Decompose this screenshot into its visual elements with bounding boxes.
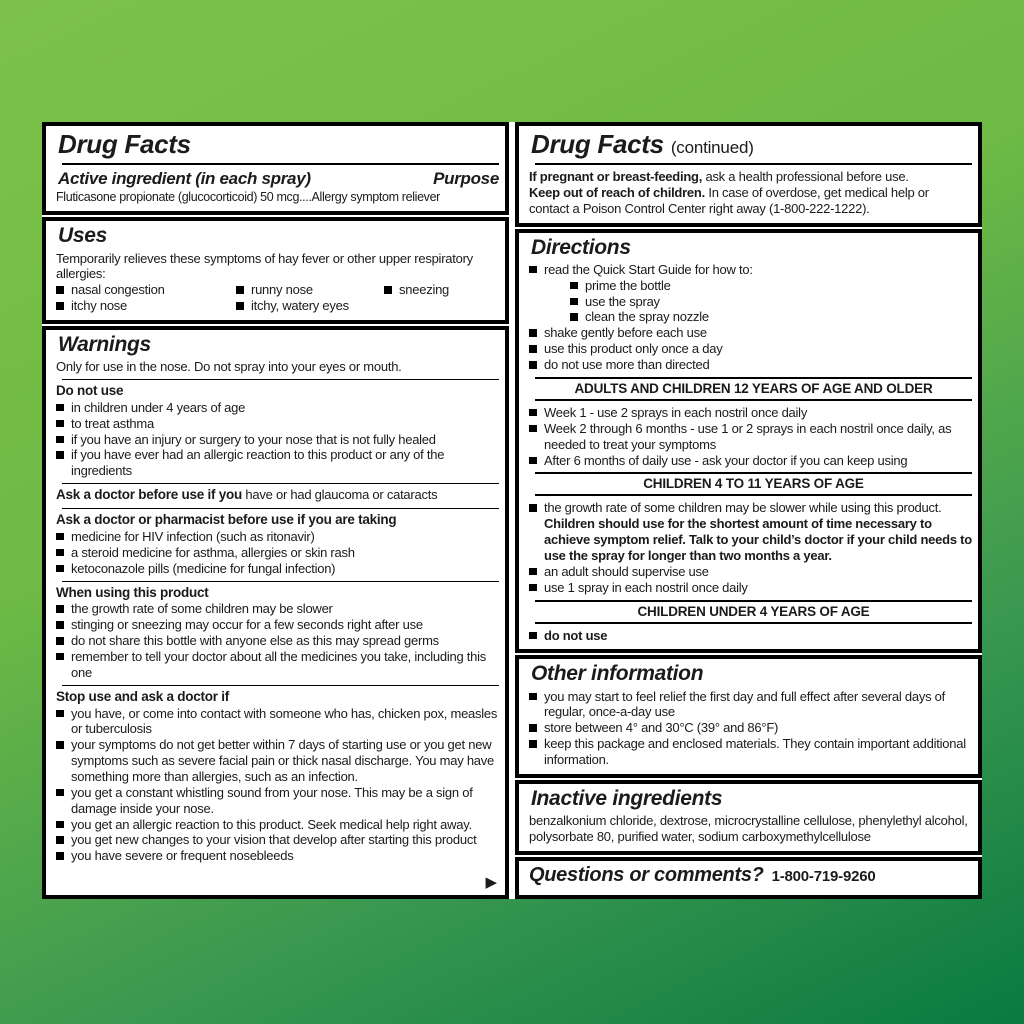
warnings-intro: Only for use in the nose. Do not spray into your eyes or mouth. bbox=[56, 359, 402, 375]
warning-item: you get a constant whistling sound from your nose. This may be a sign of damage inside your nose. bbox=[56, 785, 499, 817]
warning-item: ketoconazole pills (medicine for fungal infection) bbox=[56, 561, 499, 577]
warning-item: stinging or sneezing may occur for a few seconds right after use bbox=[56, 617, 499, 633]
children-under-4-list bbox=[529, 628, 972, 644]
section-rule bbox=[62, 379, 499, 380]
warning-item: you get an allergic reaction to this product. Seek medical help right away. bbox=[56, 817, 499, 833]
adults-header: ADULTS AND CHILDREN 12 YEARS OF AGE AND OLDER bbox=[535, 377, 972, 401]
children-growth-note: the growth rate of some children may be slower while using this product. bbox=[544, 500, 942, 516]
warning-item: you have severe or frequent nosebleeds bbox=[56, 848, 499, 864]
warning-item: you have, or come into contact with someone who has, chicken pox, measles or tuberculosis bbox=[56, 706, 499, 738]
direction-item bbox=[529, 262, 972, 325]
left-column bbox=[42, 122, 509, 899]
panel-questions bbox=[515, 857, 982, 899]
warning-item: a steroid medicine for asthma, allergies or skin rash bbox=[56, 545, 499, 561]
warning-item: remember to tell your doctor about all the medicines you take, including this one bbox=[56, 649, 499, 681]
right-column bbox=[515, 122, 982, 899]
questions-row bbox=[529, 863, 972, 889]
stop-use-list bbox=[56, 706, 499, 865]
ask-pharmacist-list bbox=[56, 529, 499, 577]
direction-item: use this product only once a day bbox=[529, 341, 972, 357]
dosing-item bbox=[529, 500, 972, 563]
drug-facts-continued-title: Drug Facts bbox=[531, 129, 664, 159]
keep-out-of-reach bbox=[529, 185, 972, 217]
direction-item: do not use more than directed bbox=[529, 357, 972, 373]
ask-doctor-lead: Ask a doctor before use if you bbox=[56, 487, 243, 503]
directions-list bbox=[529, 262, 972, 373]
warning-item: the growth rate of some children may be slower bbox=[56, 601, 499, 617]
panel-warnings bbox=[42, 326, 509, 899]
stop-use-title: Stop use and ask a doctor if bbox=[56, 688, 230, 704]
uses-item: itchy, watery eyes bbox=[236, 298, 349, 314]
other-info-item: store between 4° and 30°C (39° and 86°F) bbox=[529, 720, 972, 736]
active-ingredient-heading-row bbox=[58, 169, 499, 189]
questions-heading: Questions or comments? bbox=[529, 863, 764, 886]
continued-suffix: (continued) bbox=[670, 138, 754, 157]
directions-sublist bbox=[570, 278, 972, 326]
uses-item: runny nose bbox=[236, 282, 384, 298]
dosing-item: use 1 spray in each nostril once daily bbox=[529, 580, 972, 596]
purpose-heading: Purpose bbox=[433, 169, 499, 189]
continue-arrow-icon: ▶ bbox=[485, 873, 497, 891]
panel-active-ingredient bbox=[42, 122, 509, 215]
ask-doctor-line bbox=[56, 487, 499, 504]
uses-bullets-row2 bbox=[56, 298, 499, 314]
inactive-ingredients-heading: Inactive ingredients bbox=[531, 786, 723, 810]
drug-facts-continued-row bbox=[529, 128, 972, 160]
inactive-ingredients-text: benzalkonium chloride, dextrose, microcrystalline cellulose, phenylethyl alcohol, polysorbate 80, purified water, sodium carboxymethylcellulose bbox=[529, 812, 968, 844]
direction-subitem: prime the bottle bbox=[570, 278, 972, 294]
when-using-list bbox=[56, 601, 499, 680]
ask-pharmacist-title: Ask a doctor or pharmacist before use if you are taking bbox=[56, 512, 397, 528]
dosing-item: After 6 months of daily use - ask your doctor if you can keep using bbox=[529, 453, 972, 469]
adults-list bbox=[529, 405, 972, 468]
uses-bullets-row1 bbox=[56, 282, 499, 298]
title-rule bbox=[62, 163, 499, 165]
uses-item: sneezing bbox=[384, 282, 449, 298]
panel-inactive-ingredients bbox=[515, 780, 982, 855]
keep-lead: Keep out of reach of children. bbox=[529, 185, 705, 201]
warning-item: if you have ever had an allergic reaction to this product or any of the ingredients bbox=[56, 447, 499, 479]
other-information-heading: Other information bbox=[531, 662, 704, 686]
warning-item: you get new changes to your vision that develop after starting this product bbox=[56, 832, 499, 848]
warning-item: your symptoms do not get better within 7 days of starting use or you get new symptoms such as severe facial pain or thick nasal discharge. You may have something more than allergies, such as an infection. bbox=[56, 737, 499, 785]
children-bold-note: Children should use for the shortest amount of time necessary to achieve symptom relief. Talk to your child’s doctor if your child needs to use the spray for longer than two months a year. bbox=[544, 516, 972, 563]
warning-item: do not share this bottle with anyone else as this may spread germs bbox=[56, 633, 499, 649]
do-not-use-list bbox=[56, 400, 499, 479]
panel-continued bbox=[515, 122, 982, 227]
keep-rest: In case of overdose, get medical help or contact a Poison Control Center right away (1-800-222-1222). bbox=[529, 185, 929, 216]
section-rule bbox=[62, 508, 499, 509]
panel-other-information bbox=[515, 655, 982, 777]
children-under-4-header: CHILDREN UNDER 4 YEARS OF AGE bbox=[535, 600, 972, 624]
other-info-item: you may start to feel relief the first day and full effect after several days of regular, once-a-day use bbox=[529, 689, 972, 721]
dosing-item: an adult should supervise use bbox=[529, 564, 972, 580]
questions-phone-number: 1-800-719-9260 bbox=[771, 867, 876, 885]
other-info-item: keep this package and enclosed materials. They contain important additional information. bbox=[529, 736, 972, 768]
active-ingredient-heading: Active ingredient (in each spray) bbox=[58, 169, 311, 189]
panel-uses bbox=[42, 217, 509, 324]
uses-item: itchy nose bbox=[56, 298, 236, 314]
when-using-title: When using this product bbox=[56, 584, 209, 600]
section-rule bbox=[62, 483, 499, 484]
ask-doctor-rest: have or had glaucoma or cataracts bbox=[242, 487, 438, 503]
children-4-11-header: CHILDREN 4 TO 11 YEARS OF AGE bbox=[535, 472, 972, 496]
active-ingredient-line: Fluticasone propionate (glucocorticoid) 50 mcg....Allergy symptom reliever bbox=[56, 190, 440, 205]
direction-subitem: use the spray bbox=[570, 294, 972, 310]
dosing-item: Week 2 through 6 months - use 1 or 2 sprays in each nostril once daily, as needed to treat your symptoms bbox=[529, 421, 972, 453]
drug-facts-label bbox=[42, 122, 982, 899]
pregnancy-lead: If pregnant or breast-feeding, bbox=[529, 169, 703, 185]
uses-heading: Uses bbox=[58, 224, 108, 248]
warning-item: in children under 4 years of age bbox=[56, 400, 499, 416]
section-rule bbox=[62, 685, 499, 686]
pregnancy-warning bbox=[529, 169, 972, 185]
section-rule bbox=[62, 581, 499, 582]
do-not-use-title: Do not use bbox=[56, 383, 124, 399]
direction-first: read the Quick Start Guide for how to: bbox=[544, 261, 753, 277]
uses-intro: Temporarily relieves these symptoms of hay fever or other upper respiratory allergies: bbox=[56, 250, 473, 282]
warnings-heading: Warnings bbox=[58, 333, 151, 357]
uses-item: nasal congestion bbox=[56, 282, 236, 298]
directions-heading: Directions bbox=[531, 235, 631, 259]
dosing-item: Week 1 - use 2 sprays in each nostril once daily bbox=[529, 405, 972, 421]
warning-item: medicine for HIV infection (such as ritonavir) bbox=[56, 529, 499, 545]
dosing-item: do not use bbox=[529, 628, 972, 644]
children-4-11-list bbox=[529, 500, 972, 595]
warning-item: if you have an injury or surgery to your nose that is not fully healed bbox=[56, 432, 499, 448]
title-rule bbox=[535, 163, 972, 165]
drug-facts-title: Drug Facts bbox=[58, 129, 191, 159]
panel-directions bbox=[515, 229, 982, 654]
pregnancy-rest: ask a health professional before use. bbox=[702, 169, 909, 185]
direction-item: shake gently before each use bbox=[529, 325, 972, 341]
direction-subitem: clean the spray nozzle bbox=[570, 309, 972, 325]
warning-item: to treat asthma bbox=[56, 416, 499, 432]
other-information-list bbox=[529, 689, 972, 768]
